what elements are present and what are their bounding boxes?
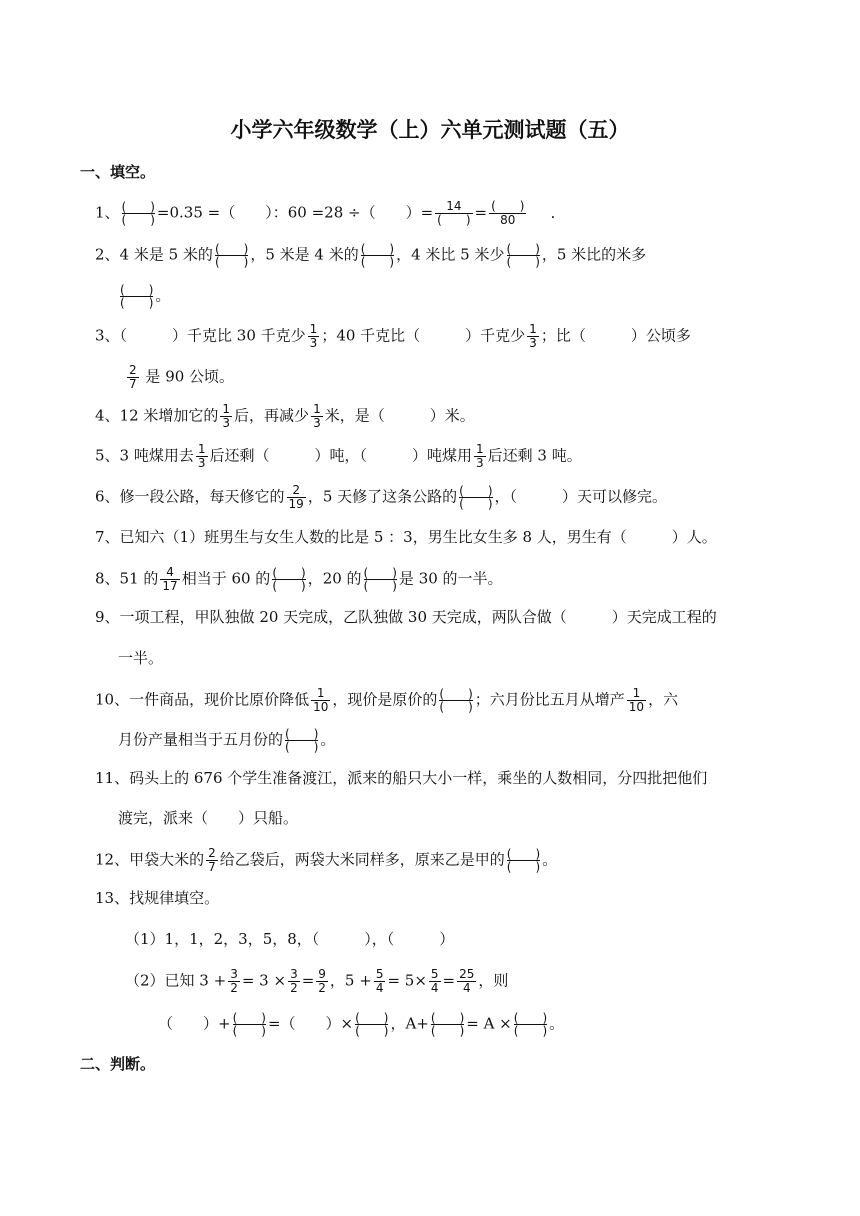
q8-blank-1[interactable] xyxy=(272,567,305,592)
q12-text-c: 。 xyxy=(542,850,558,869)
q3-text-a: 3、（ ）千克比 30 千克少 xyxy=(95,326,306,345)
q13-3-c: ，A+ xyxy=(390,1014,429,1033)
question-3-line2 xyxy=(125,364,234,391)
q10-text-d: ，六 xyxy=(648,690,679,709)
q3-frac-1-3b: $\frac{1}{3}$ xyxy=(529,322,537,350)
q5-text-b: 后还剩（ ）吨，（ ）吨煤用 xyxy=(209,446,473,465)
q1-text: =0.35 =（ ）：60 =28 ÷（ ）= xyxy=(156,203,434,222)
q10-text-b: ，现价是原价的 xyxy=(332,690,438,709)
q4-text-a: 4、12 米增加它的 xyxy=(95,406,219,425)
q8-frac-4-17: $\frac{4}{17}$ xyxy=(162,565,178,593)
q4-frac-1-3: $\frac{1}{3}$ xyxy=(222,402,231,430)
q3-frac-1-3: $\frac{1}{3}$ xyxy=(309,322,318,350)
q8-text-c: ，20 的 xyxy=(307,569,362,588)
q1-blank-fraction[interactable] xyxy=(122,201,155,226)
q1-end: . xyxy=(550,203,556,222)
question-8 xyxy=(95,566,503,593)
q13-3-d: = A × xyxy=(466,1014,512,1033)
question-13: 13、找规律填空。 xyxy=(95,889,220,907)
q1-fraction-14: 14 ( ) xyxy=(437,199,471,227)
q4-text-b: 后，再减少 xyxy=(234,406,310,425)
q5-frac-1-3: $\frac{1}{3}$ xyxy=(197,442,206,470)
q1-fraction-80: ( ) 80 xyxy=(491,199,525,227)
q13-frac-5-4b: $\frac{5}{4}$ xyxy=(430,967,439,995)
q13-blank-3[interactable] xyxy=(431,1012,464,1037)
question-6 xyxy=(95,484,667,511)
section-fill-in: 一、填空。 xyxy=(80,163,156,181)
q12-text-b: 给乙袋后，两袋大米同样多，原来乙是甲的 xyxy=(219,850,505,869)
q13-frac-3-2: $\frac{3}{2}$ xyxy=(230,967,238,995)
q5-text-c: 后还剩 3 吨。 xyxy=(487,446,582,465)
q3-frac-2-7: $\frac{2}{7}$ xyxy=(129,363,137,391)
q8-text-d: 是 30 的一半。 xyxy=(398,569,503,588)
q2-text-a: 2、4 米是 5 米的 xyxy=(95,245,213,264)
q6-blank[interactable] xyxy=(459,485,492,510)
question-1 xyxy=(95,200,555,227)
q13-frac-5-4: $\frac{5}{4}$ xyxy=(375,967,384,995)
q13-blank-4[interactable] xyxy=(514,1012,547,1037)
q10-frac-1-10b: $\frac{1}{10}$ xyxy=(628,686,645,714)
q8-text-b: 相当于 60 的 xyxy=(181,569,271,588)
q4-frac-1-3b: $\frac{1}{3}$ xyxy=(313,402,321,430)
question-10 xyxy=(95,687,678,714)
question-13-2 xyxy=(125,968,508,995)
q3-text-b: ；40 千克比（ ）千克少 xyxy=(321,326,526,345)
question-9-line2: 一半。 xyxy=(118,649,164,667)
q13-2-e: = 5× xyxy=(387,971,427,990)
section-judgement: 二、判断。 xyxy=(80,1055,156,1073)
q13-frac-3-2b: $\frac{3}{2}$ xyxy=(290,967,298,995)
q10-text-c: ；六月份比五月从增产 xyxy=(474,690,625,709)
q10-blank-2[interactable] xyxy=(285,728,318,753)
question-13-1: （1）1，1，2，3，5，8，（ ），（ ） xyxy=(125,930,455,948)
q2-text-c: ，4 米比 5 米少 xyxy=(396,245,505,264)
q2-blank-1[interactable] xyxy=(215,243,248,268)
q2-blank-4[interactable] xyxy=(120,284,153,309)
question-11-line2: 渡完，派来（ ）只船。 xyxy=(118,809,299,827)
q8-blank-2[interactable] xyxy=(364,567,397,592)
q13-frac-9-2: $\frac{9}{2}$ xyxy=(318,967,326,995)
q13-2-f: = xyxy=(442,971,456,990)
q10-blank-1[interactable] xyxy=(439,688,472,713)
q1-eq: = xyxy=(474,203,488,222)
q6-text-a: 6、修一段公路，每天修它的 xyxy=(95,487,285,506)
q2-text-d: ，5 米比的米多 xyxy=(541,245,647,264)
page-title: 小学六年级数学（上）六单元测试题（五） xyxy=(230,117,630,142)
question-2 xyxy=(95,243,646,268)
question-2-line2 xyxy=(118,284,170,309)
q1-num: 1、 xyxy=(95,203,120,222)
question-9: 9、一项工程，甲队独做 20 天完成，乙队独做 30 天完成，两队合做（ ）天完成工程的 xyxy=(95,608,717,626)
q3-text-d: 是 90 公顷。 xyxy=(145,367,235,386)
q13-3-a: （ ）+ xyxy=(158,1014,231,1033)
q13-3-e: 。 xyxy=(549,1014,565,1033)
q10-text-a: 10、一件商品，现价比原价降低 xyxy=(95,690,310,709)
q12-frac-2-7: $\frac{2}{7}$ xyxy=(208,846,216,874)
q5-frac-1-3b: $\frac{1}{3}$ xyxy=(476,442,484,470)
q10-frac-1-10: $\frac{1}{10}$ xyxy=(313,686,329,714)
q2-blank-3[interactable] xyxy=(507,243,540,268)
q6-text-b: ，5 天修了这条公路的 xyxy=(307,487,458,506)
q6-text-c: ，（ ）天可以修完。 xyxy=(494,487,668,506)
q12-text-a: 12、甲袋大米的 xyxy=(95,850,205,869)
q13-2-a: （2）已知 3 + xyxy=(125,971,227,990)
q8-text-a: 8、51 的 xyxy=(95,569,159,588)
q13-2-c: = xyxy=(301,971,315,990)
question-10-line2 xyxy=(118,728,335,753)
q13-3-b: =（ ）× xyxy=(267,1014,354,1033)
q3-text-c: ；比（ ）公顷多 xyxy=(540,326,691,345)
question-13-3 xyxy=(158,1012,564,1037)
question-12 xyxy=(95,847,557,874)
q12-blank[interactable] xyxy=(507,848,540,873)
q5-text-a: 5、3 吨煤用去 xyxy=(95,446,194,465)
q10-text-f: 。 xyxy=(320,730,336,749)
q2-blank-2[interactable] xyxy=(361,243,394,268)
q6-frac-2-19: $\frac{2}{19}$ xyxy=(288,483,304,511)
question-11: 11、码头上的 676 个学生准备渡江，派来的船只大小一样，乘坐的人数相同，分四批把他们 xyxy=(95,769,708,787)
q2-text-b: ，5 米是 4 米的 xyxy=(250,245,359,264)
q10-text-e: 月份产量相当于五月份的 xyxy=(118,730,284,749)
question-4 xyxy=(95,403,475,430)
q13-2-d: ，5 + xyxy=(329,971,372,990)
q4-text-c: 米，是（ ）米。 xyxy=(324,406,475,425)
q13-blank-1[interactable] xyxy=(233,1012,266,1037)
q13-2-b: = 3 × xyxy=(241,971,287,990)
q2-text-e: 。 xyxy=(155,286,171,305)
q13-frac-25-4: $\frac{25}{4}$ xyxy=(459,967,475,995)
question-7: 7、已知六（1）班男生与女生人数的比是 5 ：3，男生比女生多 8 人，男生有（ ）人。 xyxy=(95,528,717,546)
question-3 xyxy=(95,323,691,350)
question-5 xyxy=(95,443,582,470)
q13-2-g: ，则 xyxy=(478,971,509,990)
q13-blank-2[interactable] xyxy=(355,1012,388,1037)
